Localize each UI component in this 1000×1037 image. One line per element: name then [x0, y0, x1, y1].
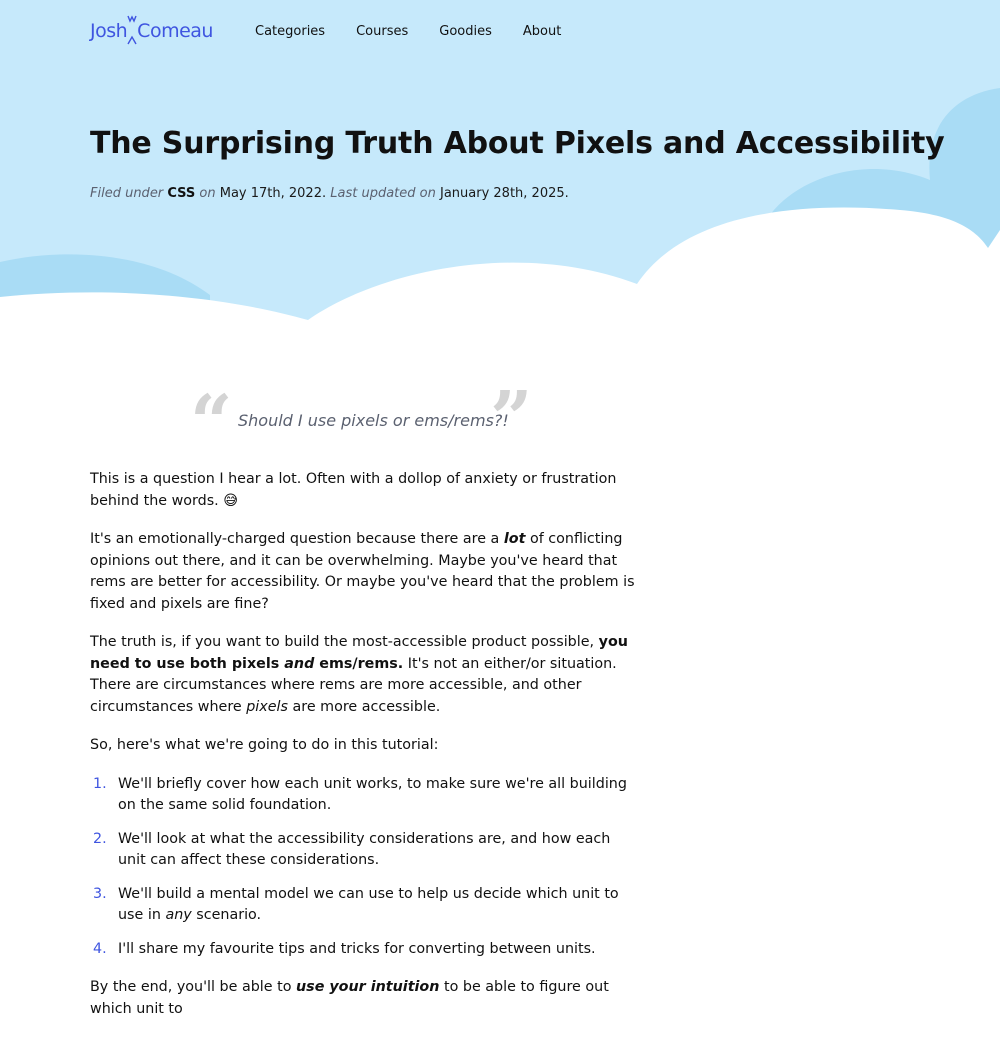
close-quote-icon: ”: [490, 376, 533, 462]
list-item: [90, 884, 635, 927]
list-number: 2.: [93, 830, 107, 847]
nav-about[interactable]: About: [522, 24, 562, 39]
paragraph-opinions: [90, 529, 635, 615]
paragraph-intro: [90, 469, 635, 512]
list-item-text: We'll look at what the accessibility considerations are, and how each unit can affect these considerations.: [118, 830, 611, 868]
text-run: By the end, you'll be able to: [90, 979, 296, 995]
list-item: [90, 829, 635, 872]
article-body: [90, 469, 635, 1037]
emphasis-lot: lot: [503, 531, 526, 547]
emphasis-pixels: pixels: [246, 698, 288, 715]
logo-mark-icon: [127, 17, 137, 45]
nav-goodies[interactable]: Goodies: [439, 24, 492, 39]
list-item-text: We'll briefly cover how each unit works, to make sure we're all building on the same solid foundation.: [118, 775, 627, 813]
text-run: to be able to figure out which unit to: [90, 979, 609, 1017]
list-item-text: scenario.: [191, 907, 262, 923]
page-title: The Surprising Truth About Pixels and Accessibility: [90, 126, 945, 161]
strong-run: you need to use both pixels: [90, 634, 628, 672]
main-nav: [255, 24, 561, 39]
text-run: of conflicting opinions out there, and it can be overwhelming. Maybe you've heard that rems are better for accessibility. Or maybe you've heard that the problem is fixed and pixels are fine?: [90, 531, 635, 612]
list-item: [90, 939, 635, 961]
post-meta: [90, 186, 569, 201]
meta-on: on: [199, 186, 216, 201]
nav-courses[interactable]: Courses: [356, 24, 409, 39]
category-link[interactable]: CSS: [167, 186, 196, 201]
list-item: [90, 774, 635, 817]
list-number: 3.: [93, 885, 107, 902]
list-number: 1.: [93, 775, 107, 792]
text-run: It's an emotionally-charged question because there are a: [90, 531, 504, 547]
text-run: are more accessible.: [287, 698, 441, 715]
meta-filed-under: Filed under: [90, 186, 164, 201]
text-run: The truth is, if you want to build the most-accessible product possible,: [90, 634, 599, 650]
emphasis-any: any: [165, 907, 192, 923]
meta-updated-date: January 28th, 2025.: [439, 186, 569, 201]
hero-banner: [0, 0, 1000, 340]
list-item-text: We'll build a mental model we can use to help us decide which unit to use in: [118, 885, 619, 923]
paragraph-plan: So, here's what we're going to do in this tutorial:: [90, 737, 439, 753]
quote-text: Should I use pixels or ems/rems?!: [238, 411, 509, 430]
text-run: It's not an either/or situation. There are circumstances where rems are more accessible, and other circumstances where: [90, 655, 617, 715]
pull-quote: [190, 376, 535, 466]
list-number: 4.: [93, 940, 107, 957]
meta-date: May 17th, 2022.: [219, 186, 327, 201]
list-item-text: I'll share my favourite tips and tricks for converting between units.: [118, 940, 596, 957]
meta-last-updated: Last updated on: [330, 186, 436, 201]
open-quote-icon: “: [190, 380, 233, 466]
paragraph-truth: [90, 632, 635, 718]
cloud-decoration: [0, 0, 1000, 340]
paragraph-intro-text: This is a question I hear a lot. Often with a dollop of anxiety or frustration behind the words.: [90, 471, 617, 509]
tutorial-steps-list: [90, 774, 635, 961]
logo-first-name: Josh: [90, 20, 128, 42]
nav-categories[interactable]: Categories: [255, 24, 326, 39]
paragraph-conclusion: [90, 977, 635, 1020]
strong-emphasis-and: and: [284, 655, 315, 672]
sweat-smile-emoji-icon: 😅: [223, 492, 239, 509]
strong-emphasis-intuition: use your intuition: [296, 979, 440, 995]
strong-run: ems/rems.: [314, 655, 404, 672]
logo-last-name: Comeau: [137, 20, 213, 42]
site-logo[interactable]: [90, 17, 213, 45]
